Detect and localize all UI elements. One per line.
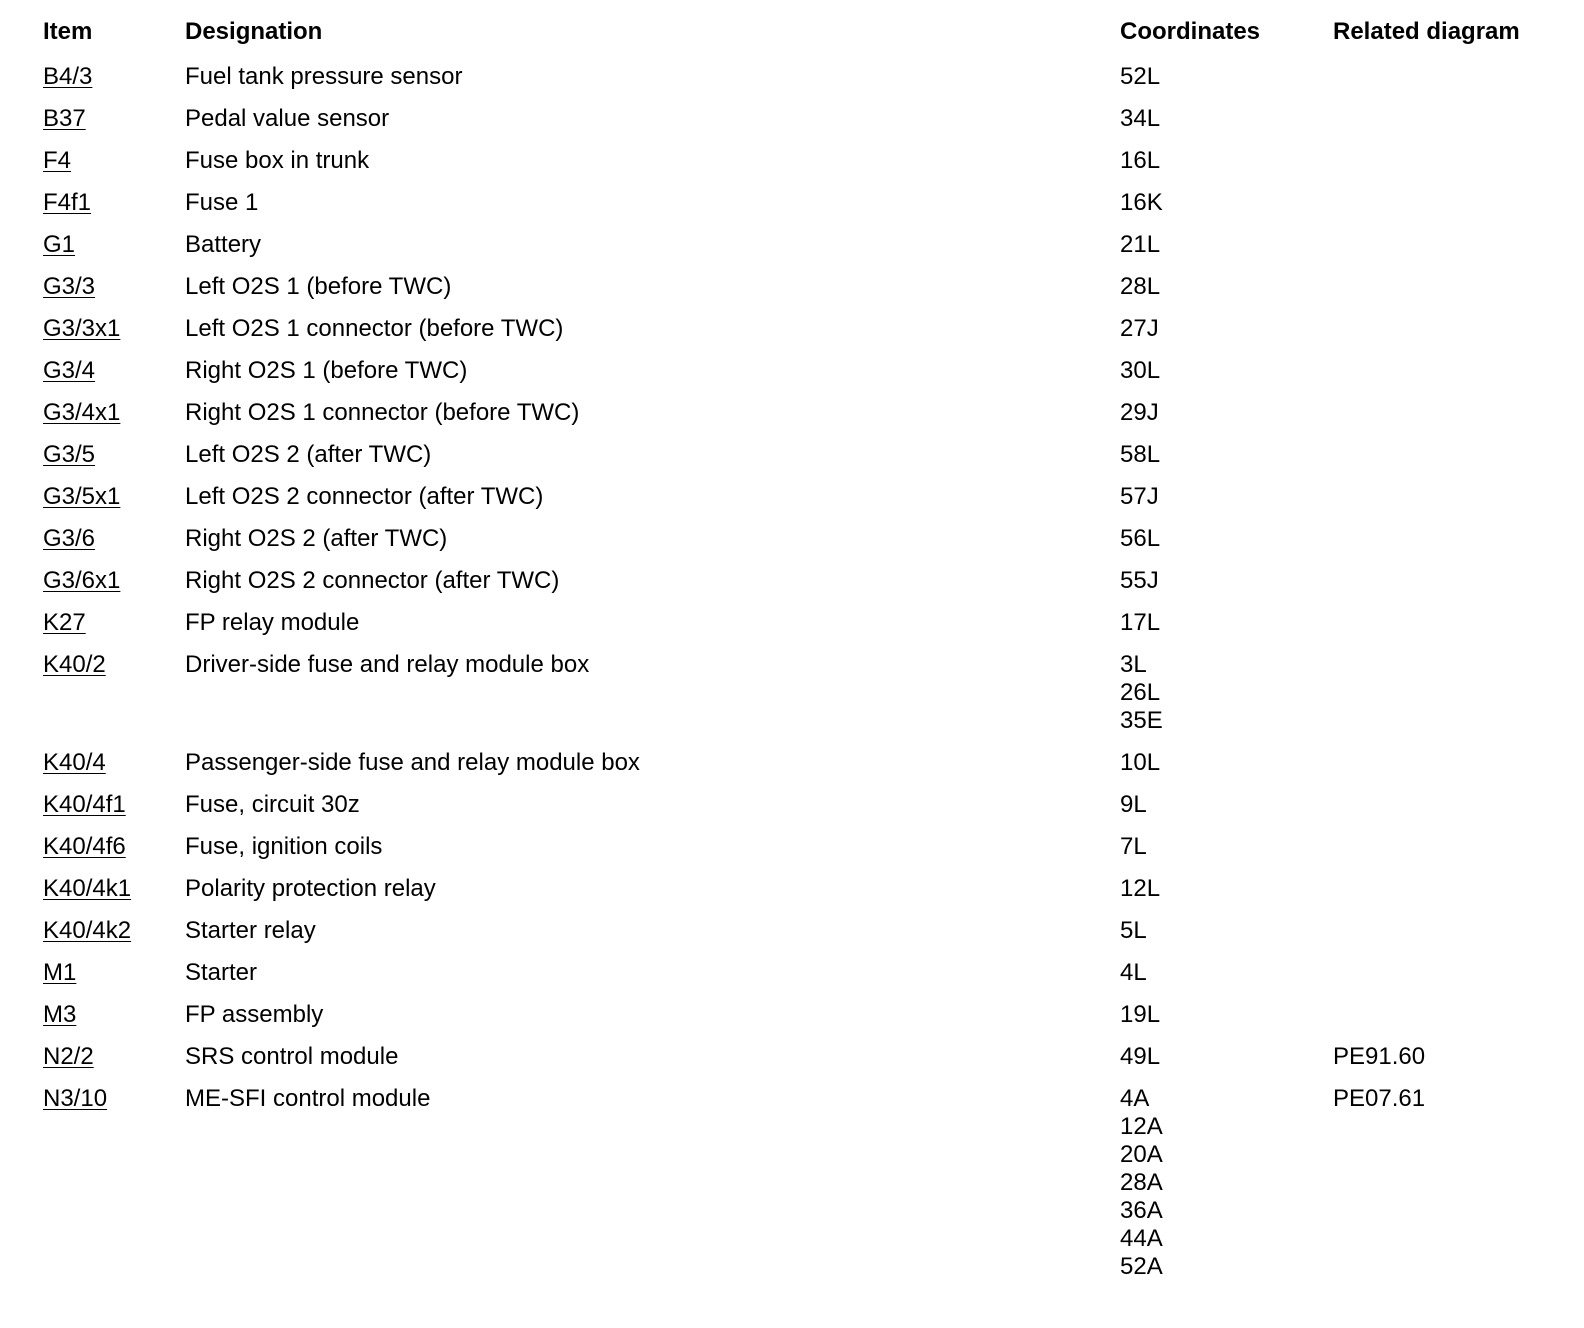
coordinate-value: 20A	[1120, 1141, 1163, 1168]
designation-cell: Left O2S 2 (after TWC)	[185, 441, 432, 468]
designation-cell: Fuel tank pressure sensor	[185, 63, 463, 90]
coordinate-value: 30L	[1120, 357, 1161, 384]
coordinate-value: 12L	[1120, 875, 1161, 902]
item-cell	[43, 833, 185, 861]
coordinate-value: 28L	[1120, 273, 1161, 300]
table-row	[0, 266, 1584, 308]
designation-cell: Left O2S 1 connector (before TWC)	[185, 315, 564, 342]
item-link[interactable]: K40/4k2	[43, 917, 132, 944]
coordinates-cell	[1120, 231, 1333, 259]
item-cell	[43, 315, 185, 343]
designation-cell: Fuse 1	[185, 189, 259, 216]
table-row	[0, 350, 1584, 392]
item-cell	[43, 105, 185, 133]
item-cell	[43, 609, 185, 637]
table-row	[0, 308, 1584, 350]
item-cell	[43, 63, 185, 91]
item-cell	[43, 441, 185, 469]
item-link[interactable]: B37	[43, 105, 86, 132]
coordinate-value: 27J	[1120, 315, 1159, 342]
designation-cell: Polarity protection relay	[185, 875, 436, 902]
designation-cell: SRS control module	[185, 1043, 399, 1070]
table-row	[0, 826, 1584, 868]
designation-cell: Left O2S 2 connector (after TWC)	[185, 483, 544, 510]
table-row	[0, 56, 1584, 98]
designation-cell: Driver-side fuse and relay module box	[185, 651, 590, 678]
item-link[interactable]: M3	[43, 1001, 77, 1028]
item-link[interactable]: K40/2	[43, 651, 106, 678]
item-cell	[43, 189, 185, 217]
coordinates-cell	[1120, 833, 1333, 861]
item-link[interactable]: F4	[43, 147, 72, 174]
item-link[interactable]: K40/4f6	[43, 833, 126, 860]
table-row	[0, 994, 1584, 1036]
coordinate-value: 4L	[1120, 959, 1147, 986]
table-row	[0, 742, 1584, 784]
table-row	[0, 910, 1584, 952]
coordinates-cell	[1120, 1043, 1333, 1071]
coordinate-value: 17L	[1120, 609, 1161, 636]
coordinate-value: 5L	[1120, 917, 1147, 944]
coordinate-value: 19L	[1120, 1001, 1161, 1028]
coordinate-value: 49L	[1120, 1043, 1161, 1070]
coordinate-value: 36A	[1120, 1197, 1163, 1224]
coordinates-cell	[1120, 749, 1333, 777]
coordinates-cell	[1120, 791, 1333, 819]
coordinate-value: 52L	[1120, 63, 1161, 90]
coordinate-value: 29J	[1120, 399, 1159, 426]
table-header	[0, 0, 1584, 56]
item-cell	[43, 357, 185, 385]
coordinate-value: 34L	[1120, 105, 1161, 132]
column-header-coordinates: Coordinates	[1120, 18, 1261, 45]
item-cell	[43, 1001, 185, 1029]
coordinate-value: 52A	[1120, 1253, 1163, 1280]
table-row	[0, 952, 1584, 994]
item-cell	[43, 791, 185, 819]
coordinate-value: 21L	[1120, 231, 1161, 258]
coordinate-value: 4A	[1120, 1085, 1150, 1112]
item-link[interactable]: K40/4	[43, 749, 106, 776]
item-cell	[43, 147, 185, 175]
designation-cell: Fuse, ignition coils	[185, 833, 383, 860]
coordinates-cell	[1120, 357, 1333, 385]
table-row	[0, 784, 1584, 826]
table-row	[0, 868, 1584, 910]
table-row	[0, 392, 1584, 434]
coordinates-cell	[1120, 959, 1333, 987]
coordinate-value: 56L	[1120, 525, 1161, 552]
coordinate-value: 9L	[1120, 791, 1147, 818]
designation-cell: Left O2S 1 (before TWC)	[185, 273, 452, 300]
coordinate-value: 7L	[1120, 833, 1147, 860]
item-link[interactable]: B4/3	[43, 63, 93, 90]
coordinate-value: 58L	[1120, 441, 1161, 468]
table-row	[0, 518, 1584, 560]
item-cell	[43, 483, 185, 511]
coordinate-value: 28A	[1120, 1169, 1163, 1196]
designation-cell: Right O2S 2 connector (after TWC)	[185, 567, 560, 594]
designation-cell: Right O2S 2 (after TWC)	[185, 525, 448, 552]
table-row	[0, 476, 1584, 518]
coordinates-cell	[1120, 441, 1333, 469]
coordinates-cell	[1120, 567, 1333, 595]
table-row	[0, 224, 1584, 266]
table-row	[0, 182, 1584, 224]
item-cell	[43, 749, 185, 777]
table-row	[0, 1078, 1584, 1288]
coordinate-value: 26L	[1120, 679, 1161, 706]
coordinates-cell	[1120, 483, 1333, 511]
related-diagram-cell: PE91.60	[1333, 1043, 1426, 1070]
designation-cell: FP relay module	[185, 609, 360, 636]
designation-cell: Pedal value sensor	[185, 105, 390, 132]
coordinates-cell	[1120, 525, 1333, 553]
item-link[interactable]: K40/4k1	[43, 875, 132, 902]
coordinates-cell	[1120, 1085, 1333, 1281]
item-cell	[43, 917, 185, 945]
item-cell	[43, 399, 185, 427]
item-cell	[43, 875, 185, 903]
column-header-designation: Designation	[185, 18, 323, 45]
item-cell	[43, 1043, 185, 1071]
coordinates-cell	[1120, 399, 1333, 427]
designation-cell: Fuse, circuit 30z	[185, 791, 360, 818]
item-cell	[43, 231, 185, 259]
item-link[interactable]: G3/6	[43, 525, 96, 552]
coordinate-value: 10L	[1120, 749, 1161, 776]
designation-cell: Starter relay	[185, 917, 316, 944]
item-cell	[43, 651, 185, 679]
table-row	[0, 1036, 1584, 1078]
designation-cell: Starter	[185, 959, 258, 986]
table-row	[0, 644, 1584, 742]
coordinate-value: 16K	[1120, 189, 1163, 216]
item-link[interactable]: N2/2	[43, 1043, 94, 1070]
item-link[interactable]: G3/6x1	[43, 567, 121, 594]
coordinate-value: 57J	[1120, 483, 1159, 510]
coordinates-cell	[1120, 1001, 1333, 1029]
coordinates-cell	[1120, 609, 1333, 637]
designation-cell: Battery	[185, 231, 262, 258]
coordinates-cell	[1120, 917, 1333, 945]
item-link[interactable]: G3/4x1	[43, 399, 121, 426]
designation-cell: ME-SFI control module	[185, 1085, 431, 1112]
item-link[interactable]: K27	[43, 609, 86, 636]
table-row	[0, 140, 1584, 182]
item-link[interactable]: N3/10	[43, 1085, 108, 1112]
coordinates-cell	[1120, 147, 1333, 175]
item-link[interactable]: F4f1	[43, 189, 92, 216]
coordinate-value: 55J	[1120, 567, 1159, 594]
column-header-related-diagram: Related diagram	[1333, 18, 1520, 45]
item-cell	[43, 525, 185, 553]
table-row	[0, 98, 1584, 140]
designation-cell: Fuse box in trunk	[185, 147, 370, 174]
designation-cell: Right O2S 1 (before TWC)	[185, 357, 468, 384]
coordinates-cell	[1120, 189, 1333, 217]
coordinates-cell	[1120, 315, 1333, 343]
coordinate-value: 44A	[1120, 1225, 1163, 1252]
designation-cell: FP assembly	[185, 1001, 324, 1028]
designation-cell: Passenger-side fuse and relay module box	[185, 749, 640, 776]
table-row	[0, 560, 1584, 602]
item-link[interactable]: G3/5	[43, 441, 96, 468]
coordinates-cell	[1120, 875, 1333, 903]
item-cell	[43, 567, 185, 595]
item-cell	[43, 959, 185, 987]
item-link[interactable]: G3/3x1	[43, 315, 121, 342]
related-diagram-cell: PE07.61	[1333, 1085, 1426, 1112]
coordinate-value: 12A	[1120, 1113, 1163, 1140]
coordinate-value: 3L	[1120, 651, 1147, 678]
coordinates-cell	[1120, 651, 1333, 735]
item-link[interactable]: G3/4	[43, 357, 96, 384]
item-link[interactable]: G1	[43, 231, 76, 258]
table-body	[0, 56, 1584, 1288]
coordinate-value: 35E	[1120, 707, 1163, 734]
item-link[interactable]: G3/3	[43, 273, 96, 300]
coordinate-value: 16L	[1120, 147, 1161, 174]
coordinates-cell	[1120, 273, 1333, 301]
item-cell	[43, 273, 185, 301]
item-cell	[43, 1085, 185, 1113]
column-header-item: Item	[43, 18, 93, 45]
designation-cell: Right O2S 1 connector (before TWC)	[185, 399, 580, 426]
coordinates-cell	[1120, 63, 1333, 91]
coordinates-cell	[1120, 105, 1333, 133]
item-link[interactable]: K40/4f1	[43, 791, 126, 818]
table-row	[0, 434, 1584, 476]
item-link[interactable]: M1	[43, 959, 77, 986]
item-link[interactable]: G3/5x1	[43, 483, 121, 510]
table-row	[0, 602, 1584, 644]
